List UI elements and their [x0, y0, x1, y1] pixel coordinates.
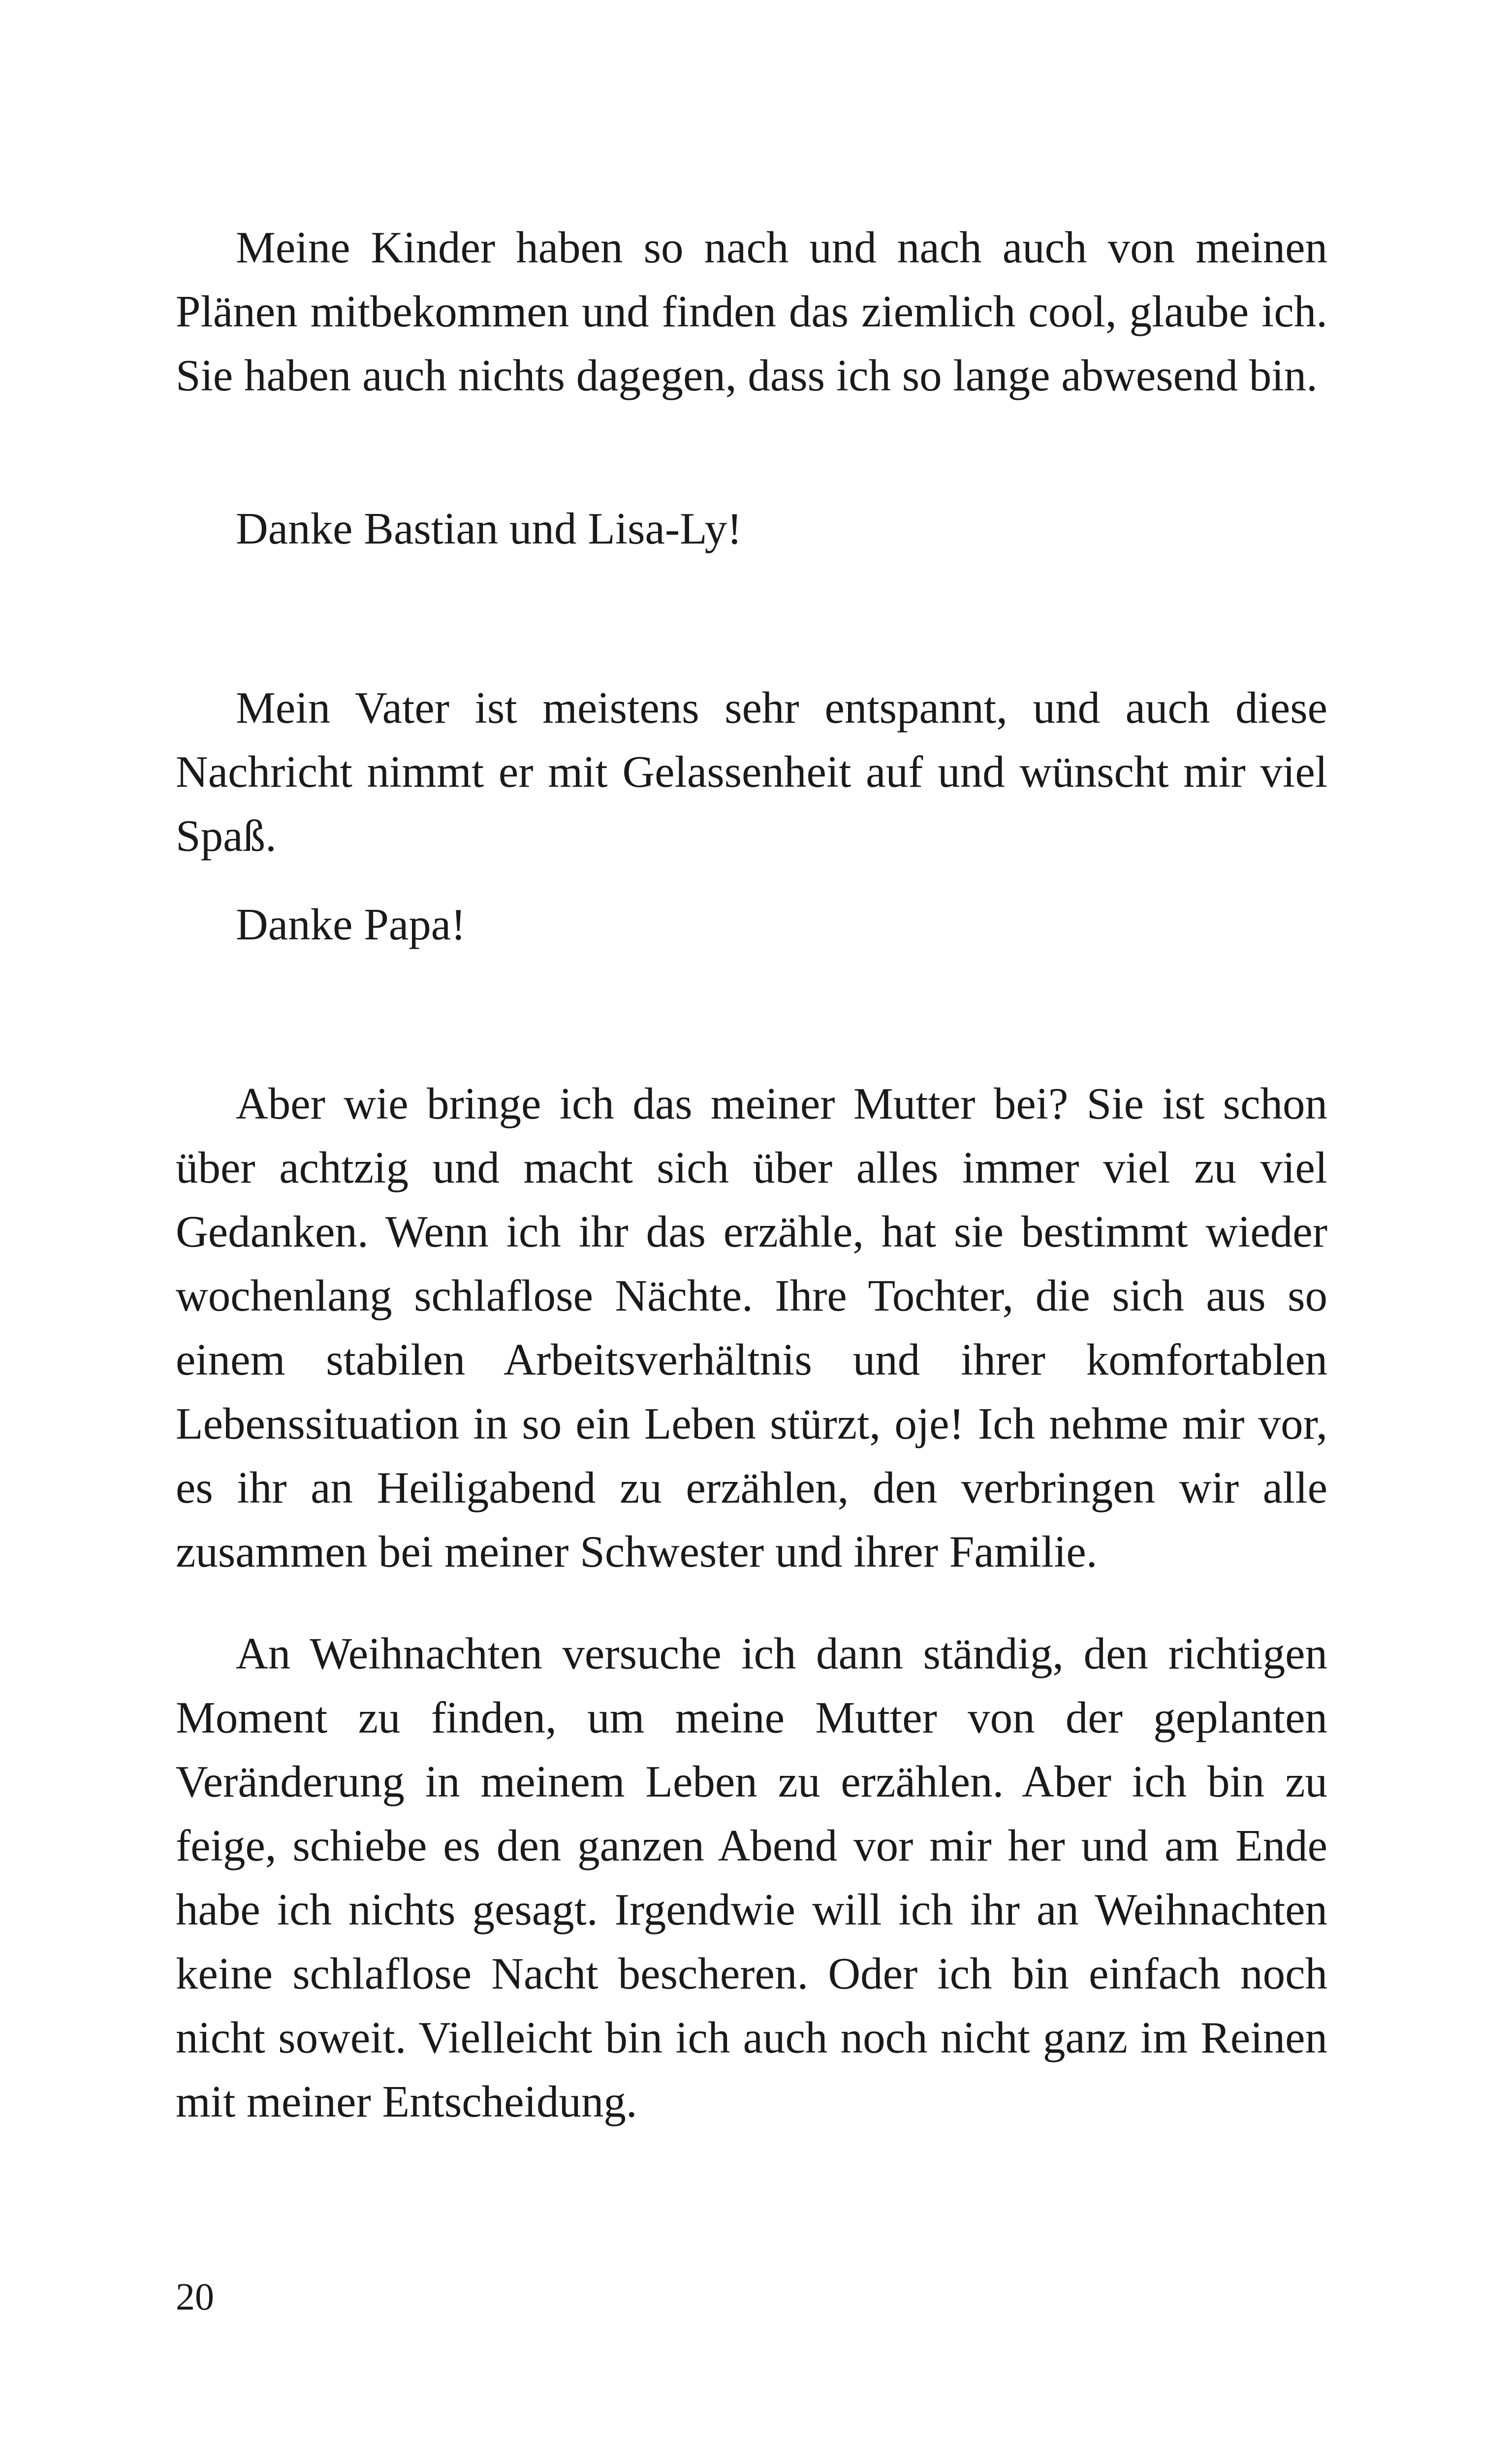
page-number: 20 — [176, 2275, 214, 2318]
paragraph-danke-papa: Danke Papa! — [236, 900, 466, 949]
paragraph-kinder: Meine Kinder haben so nach und nach auch von meinen Plänen mitbekommen und finden das ziemlich cool, glaube ich. Sie haben auch nichts dagegen, dass ich so lange abwesend bin. — [176, 223, 1327, 400]
paragraph-mutter: Aber wie bringe ich das meiner Mutter bei? Sie ist schon über achtzig und macht sich über alles immer viel zu viel Gedanken. Wenn ich ihr das erzähle, hat sie bestimmt wieder wochenlang schlaflose Nächte. Ihre Tochter, die sich aus so einem stabilen Arbeitsverhältnis und ihrer komfortablen Lebenssituation in so ein Leben stürzt, oje! Ich nehme mir vor, es ihr an Heiligabend zu erzählen, den verbringen wir alle zusammen bei meiner Schwester und ihrer Familie. — [176, 1079, 1327, 1576]
paragraph-vater: Mein Vater ist meistens sehr entspannt, und auch diese Nachricht nimmt er mit Gelassenheit auf und wünscht mir viel Spaß. — [176, 683, 1327, 861]
paragraph-weihnachten: An Weihnachten versuche ich dann ständig, den richtigen Moment zu finden, um meine Mutter von der geplanten Veränderung in meinem Leben zu erzählen. Aber ich bin zu feige, schiebe es den ganzen Abend vor mir her und am Ende habe ich nichts gesagt. Irgendwie will ich ihr an Weihnachten keine schlaflose Nacht bescheren. Oder ich bin einfach noch nicht soweit. Vielleicht bin ich auch noch nicht ganz im Reinen mit meiner Entscheidung. — [176, 1629, 1327, 2126]
paragraph-danke-kinder: Danke Bastian und Lisa-Ly! — [236, 504, 742, 553]
